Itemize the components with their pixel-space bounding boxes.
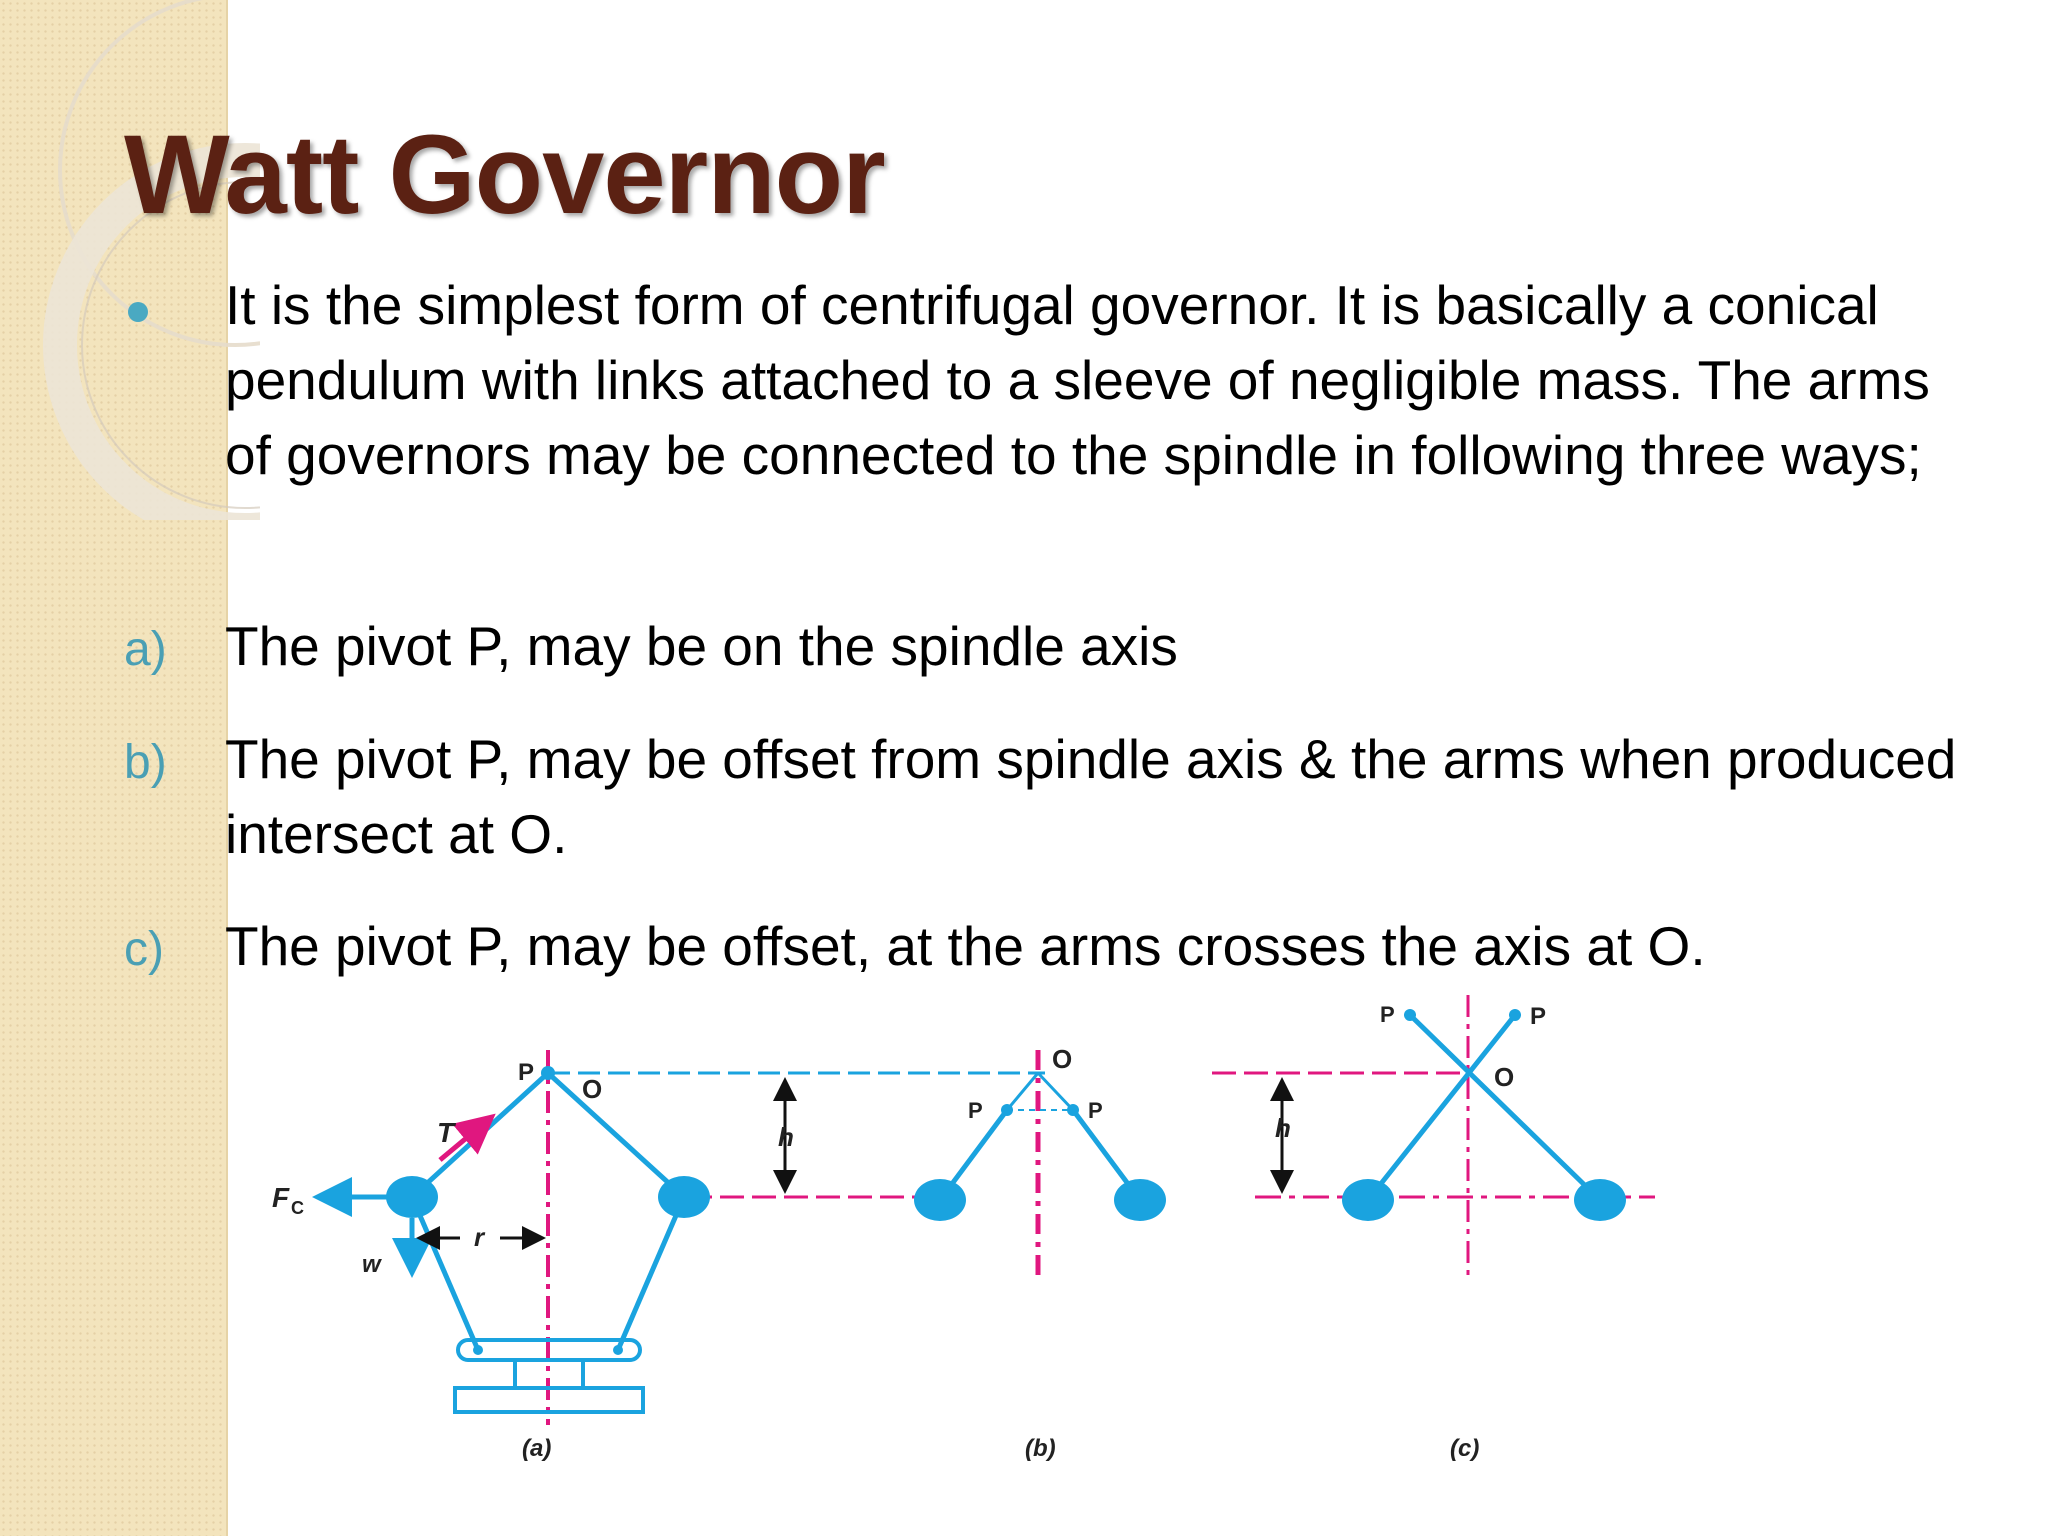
label-p-b-left: P [968, 1098, 983, 1123]
ball-right-c [1574, 1179, 1626, 1221]
label-r: r [474, 1222, 485, 1252]
label-h-c: h [1275, 1113, 1291, 1143]
item-text-c: The pivot P, may be offset, at the arms crosses the axis at O. [225, 915, 1706, 977]
label-t: T [437, 1117, 455, 1148]
pivot-left-b [1001, 1104, 1013, 1116]
pivot-left-c [1404, 1009, 1416, 1021]
ball-right-b [1114, 1179, 1166, 1221]
ball-left-c [1342, 1179, 1394, 1221]
item-marker-c: c) [124, 923, 164, 976]
label-o-c: O [1494, 1062, 1515, 1092]
item-text-b: The pivot P, may be offset from spindle axis & the arms when produced intersect at O. [225, 728, 1957, 865]
caption-a: (a) [522, 1435, 552, 1462]
pivot-point-a [541, 1066, 555, 1080]
label-p-c-right: P [1530, 1003, 1547, 1030]
caption-b: (b) [1025, 1435, 1056, 1462]
ball-left-a [386, 1176, 438, 1218]
label-h-ab: h [778, 1122, 794, 1152]
pivot-right-c [1509, 1009, 1521, 1021]
item-marker-a: a) [124, 623, 167, 676]
diagram-c [1212, 995, 1655, 1462]
arms-c [1368, 1015, 1600, 1200]
ball-right-a [658, 1176, 710, 1218]
diagram-a [272, 1050, 1045, 1462]
label-p-a: P [518, 1059, 535, 1086]
height-dimension-ab [778, 1083, 794, 1188]
ball-left-b [914, 1179, 966, 1221]
label-fc: F [272, 1182, 290, 1213]
slide-title: Watt Governor [124, 112, 885, 237]
label-p-b-right: P [1088, 1098, 1103, 1123]
label-fc-sub: C [291, 1198, 304, 1218]
pivot-right-b [1067, 1104, 1079, 1116]
label-w: w [362, 1251, 381, 1278]
intro-paragraph: It is the simplest form of centrifugal governor. It is basically a conical pendulum with links attached to a sleeve of negligible mass. The arms of governors may be connected to the spindle in following three ways; [225, 274, 1930, 486]
label-o-b: O [1052, 1044, 1073, 1074]
item-marker-b: b) [124, 736, 167, 789]
label-p-c-left: P [1380, 1002, 1395, 1027]
label-o-a: O [582, 1074, 603, 1104]
diagram-b [914, 1044, 1166, 1462]
item-text-a: The pivot P, may be on the spindle axis [225, 615, 1178, 677]
caption-c: (c) [1450, 1435, 1480, 1462]
